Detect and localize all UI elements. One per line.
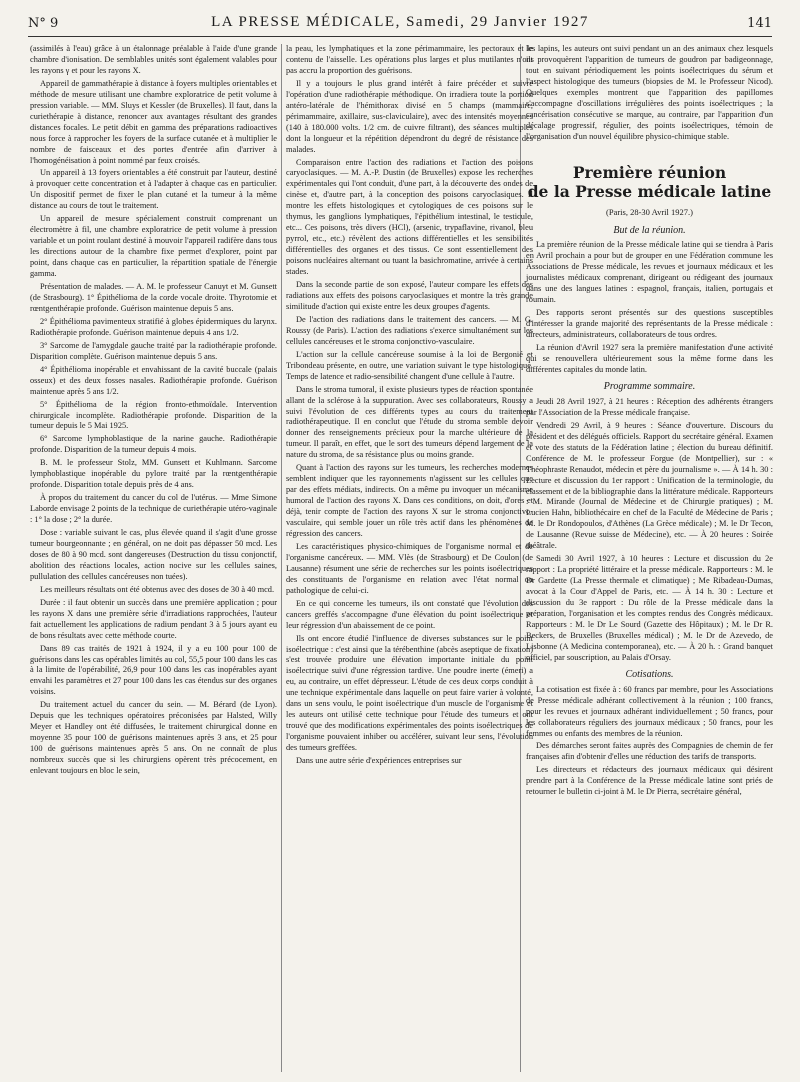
paragraph: 6° Sarcome lymphoblastique de la narine gauche. Radiothérapie profonde. Disparition de la tumeur depuis 4 mois. [30, 434, 277, 455]
paragraph: 4° Épithélioma inopérable et envahissant de la cavité buccale (palais osseux) et des deux fosses nasales. Radiothérapie profonde. Guérison maintenue après 5 ans 1/2. [30, 364, 277, 396]
paragraph: 5° Épithélioma de la région fronto-ethmoïdale. Intervention chirurgicale incomplète. Radiothérapie profonde. Disparition de la tumeur depuis le 5 Mai 1925. [30, 399, 277, 431]
paragraph: Jeudi 28 Avril 1927, à 21 heures : Réception des adhérents étrangers par l'Association de la Presse médicale française. [526, 396, 773, 417]
paragraph: Des rapports seront présentés sur des questions susceptibles d'intéresser la grande majorité des représentants de la Presse médicale : directeurs, administrateurs, collaborateurs de tous ordres. [526, 308, 773, 340]
page-header [28, 14, 772, 36]
paragraph: Quant à l'action des rayons sur les tumeurs, les recherches modernes semblent indiquer que les rayonnements n'agissent sur les cellules que par des effets médiats, indirects. On a même pu invoquer un mécanisme humoral de l'action des rayons X. Dans ces conditions, on doit, d'ores et déjà, tenir compte de l'action des rayons X sur le stroma conjonctivo-vasculaire, qui semble jouer un rôle très actif dans les phénomènes de régression des cancers. [286, 463, 533, 538]
paragraph: L'action sur la cellule cancéreuse soumise à la loi de Bergonié et Tribondeau présente, en outre, une variation suivant le type histologique. Temps de latence et radio-sensibilité changent d'une cellule à l'autre. [286, 349, 533, 381]
section-heading: Cotisations. [625, 668, 674, 680]
paragraph: 2° Épithélioma pavimenteux stratifié à globes épidermiques du larynx. Radiothérapie profonde. Guérison maintenue depuis 4 ans 1/2. [30, 316, 277, 337]
paragraph: Dans une autre série d'expériences entreprises sur [296, 756, 462, 766]
section-heading: Programme sommaire. [603, 380, 696, 392]
column-1 [30, 44, 277, 779]
announcement-title: Première réunion [572, 162, 727, 182]
column-3 [526, 44, 773, 800]
section-heading: But de la réunion. [613, 224, 686, 236]
issue-number: N° 9 [28, 16, 59, 31]
paragraph: (assimilés à l'eau) grâce à un étalonnage préalable à l'aide d'une grande chambre d'ionisation. De semblables unités sont également valables pour les rayons γ et pour les rayons X. [30, 44, 277, 75]
column-separator [281, 44, 282, 1072]
paragraph: En ce qui concerne les tumeurs, ils ont constaté que l'évolution des cancers greffés s'accompagne d'une élévation du point isoélectrique et leur régression d'un abaissement de ce point. [286, 598, 533, 630]
paragraph: Un appareil de mesure spécialement construit comprenant un électromètre à fil, une chambre exploratrice de petit volume à pression variable et un point roulant destiné à mouvoir l'appareil radifère dans tous les directions autour de la chambre fixe permet d'explorer, point par point, dans chaque cas en particulier, la répartition spatiale de l'énergie gamma. [30, 214, 277, 279]
journal-title: LA PRESSE MÉDICALE, Samedi, 29 Janvier 1927 [211, 14, 589, 30]
paragraph: Dose : variable suivant le cas, plus élevée quand il s'agit d'une grosse tumeur bourgeonnante ; en général, on ne doit pas dépasser 50 mcd. Les doses de 80 à 90 mcd. sont dangereuses (Destruction du tissu conjonctif, abolition des réactions locales, action nocive sur les cellules saines, pullulation des cellules cancéreuses non tuées). [30, 528, 277, 581]
paragraph: Samedi 30 Avril 1927, à 10 heures : Lecture et discussion du 2e rapport : La propriété littéraire et la presse médicale. Rapporteurs : M. le Dr Gardette (La Presse thermale et climatique) ; Me Ribadeau-Dumas, avocat à la Cour d'Appel de Paris, etc. — À 14 h. 30 : Lecture et discussion du 3e rapport : Du rôle de la Presse médicale dans la préparation, l'organisation et les comptes rendus des Congrès médicaux. Rapporteurs : M. le Dr Le Sourd (Gazette des Hôpitaux) ; M. le Dr R. Beckers, de Bruxelles (Bruxelles médical) ; M. le Dr de Azevedo, de Lisbonne (A Medicina contemporanea), etc. — À 20 h. : Grand banquet officiel, par souscription, au Palais d'Orsay. [526, 554, 773, 662]
paragraph: Dans la seconde partie de son exposé, l'auteur compare les effets des radiations aux effets des poisons caryoclasiques et montre la très grande similitude d'action qui existe entre les deux groupes d'agents. [286, 280, 533, 311]
paragraph: Les directeurs et rédacteurs des journaux médicaux qui désirent prendre part à la Conférence de la Presse médicale latine sont priés de retourner le bulletin ci-joint à M. le Dr Pierra, secrétaire général, [526, 765, 773, 797]
paragraph: À propos du traitement du cancer du col de l'utérus. — Mme Simone Laborde envisage 2 points de la technique de curiethérapie utéro-vaginale : 1° la dose ; 2° la durée. [30, 493, 277, 525]
paragraph: La cotisation est fixée à : 60 francs par membre, pour les Associations de Presse médicale adhérant collectivement à la réunion ; 100 francs, pour les revues et journaux adhérant individuellement ; 50 francs, pour les collaborateurs réguliers des journaux médicaux ; 50 francs, pour les femmes ou enfants des membres de la réunion. [526, 684, 773, 738]
paragraph: Ils ont encore étudié l'influence de diverses substances sur le point isoélectrique : c'est ainsi que la térébenthine (abcès aseptique de fixation) s'est trouvée produire une élévation importante initiale du point isoélectrique suivi d'une régression tardive. Une poudre inerte (émeri) a eu, au contraire, un effet dépresseur. L'étude de ces deux corps conduit à une technique expérimentale dans laquelle on peut faire varier à volonté, dans un sens voulu, le point isoélectrique d'un muscle de l'organisme et les auteurs ont utilisé cette technique pour l'étude des tumeurs et ont trouvé que des modifications expérimentales des points isoélectriques de l'organisme pouvaient inhiber ou accélérer, suivant leur sens, l'évolution des tumeurs greffées. [286, 633, 533, 753]
paragraph: 3° Sarcome de l'amygdale gauche traité par la radiothérapie profonde. Disparition complète. Guérison maintenue depuis 5 ans. [30, 340, 277, 361]
paragraph: Appareil de gammathérapie à distance à foyers multiples orientables et méthode de mesure utilisant une chambre exploratrice de petit volume à pression variable. — MM. Sluys et Kessler (de Bruxelles). Il faut, dans la curiethérapie à distance, renoncer aux avantages résultant des grandes distances focales. Le petit débit en gamma des préparations radioactives nous force à rapprocher les foyers de la surface cutanée et à multiplier le nombre de faisceaux et des portes d'entrée afin d'arriver à l'homogénéisation à point nommé par feux croisés. [30, 78, 277, 165]
announcement-dates: (Paris, 28-30 Avril 1927.) [606, 206, 693, 217]
paragraph: Les caractéristiques physico-chimiques de l'organisme normal et de l'organisme cancéreux. — MM. Vlès (de Strasbourg) et De Coulon (de Lausanne) résument une série de recherches sur les points isoélectriques des constituants de l'organisme en relation avec l'état normal ou pathologique de celui-ci. [286, 541, 533, 595]
paragraph: Des démarches seront faites auprès des Compagnies de chemin de fer françaises afin d'obtenir d'elles une réduction des tarifs de transports. [526, 741, 773, 762]
paragraph: Durée : il faut obtenir un succès dans une première application ; pour les rayons X dans une première série d'irradiations rapprochées, l'auteur fait actuellement les applications de radium pendant 3 à 5 jours ayant eu de bons résultats avec cette méthode courte. [30, 597, 277, 640]
announcement-title-2: de la Presse médicale latine [527, 181, 772, 201]
paragraph: Il y a toujours le plus grand intérêt à faire précéder et suivre l'opération d'une radiothérapie méthodique. On irradiera toute la portion antéro-latérale de l'hémithorax divisé en 5 champs (mammaire, périmammaire, axillaire, sus-claviculaire), avec des intensités moyennes (140 à 180.000 volts. 1/2 cm. de cuivre filtrant), des séances multiples dont la longueur et la répétition dépendront du degré de résistance des malades. [286, 78, 533, 154]
paragraph: Les meilleurs résultats ont été obtenus avec des doses de 30 à 40 mcd. [40, 584, 275, 594]
column-2 [286, 44, 533, 769]
paragraph: Vendredi 29 Avril, à 9 heures : Séance d'ouverture. Discours du président et des délégués officiels. Rapport du secrétaire général. Examen et vote des statuts de la Fédération latine ; élection du bureau définitif. Conférence de M. le professeur Forgue (de Montpellier), sur : « Théophraste Renaudot, médecin et père du journalisme ». — À 14 h. 30 : Lecture et discussion du 1er rapport : Unification de la terminologie, du classement et de la bibliographie dans la littérature médicale. Rapporteurs : M. Mirande (Journal de Médecine et de Chirurgie pratiques) ; M. Lucien Hahn, bibliothécaire en chef de la Faculté de Médecine de Paris ; M. le Dr Rondopoulos, d'Athènes (La Grèce médicale) ; M. le Dr Tecon, de Lausanne (Revue suisse de Médecine), etc. — À 20 heures : Soirée théâtrale. [526, 420, 773, 551]
paragraph: Un appareil à 13 foyers orientables a été construit par l'auteur, destiné à provoquer cette concentration et à l'adapter à chaque cas en particulier. Un dispositif permet de fixer le plan cutané et la tumeur à la même distance au cours de tout le traitement. [30, 168, 277, 211]
header-rule [28, 36, 772, 37]
page-number: 141 [747, 16, 772, 31]
paragraph: De l'action des radiations dans le traitement des cancers. — M. G. Roussy (de Paris). L'action des radiations s'exerce simultanément sur les cellules cancéreuses et le stroma conjonctivo-vasculaire. [286, 314, 533, 346]
paragraph: Présentation de malades. — A. M. le professeur Canuyt et M. Gunsett (de Strasbourg). 1° Épithélioma de la corde vocale droite. Thyrotomie et rœntgenthérapie profonde. Guérison maintenue depuis 5 ans. [30, 282, 277, 313]
paragraph: Dans le stroma tumoral, il existe plusieurs types de réaction spontanée allant de la sclérose à la suppuration. Avec ses collaborateurs, Roussy a suivi l'évolution de ces différents types au cours du traitement radiothérapeutique. Il en conclut que l'étude du stroma semble devoir donner des renseignements précieux pour la marche ultérieure de la tumeur. Il paraît, en effet, que le sort des tumeurs dépend largement de la nature du stroma, de sa résistance plus ou moins grande. [286, 384, 533, 460]
paragraph: La réunion d'Avril 1927 sera la première manifestation d'une activité qui se renouvellera ultérieurement sous la même forme dans les différentes capitales du monde latin. [526, 343, 773, 374]
paragraph: les lapins, les auteurs ont suivi pendant un an des animaux chez lesquels ils provoquèrent l'apparition de tumeurs de goudron par badigeonnage, tout en suivant périodiquement les points isoélectriques du sérum et l'aspect histologique des tumeurs (biopsies de M. le Professeur Nicod). Quelques exemples montrent que l'apparition des papillomes s'accompagne d'oscillations irrégulières des points isoélectriques ; la cancérisation consécutive se marque, au contraire, par l'apparition d'un décalage progressif, régulier, des points isoélectriques, témoin de l'organisation d'un nouvel équilibre physico-chimique stable. [526, 44, 773, 141]
paragraph: Dans 89 cas traités de 1921 à 1924, il y a eu 100 pour 100 de guérisons dans les cas opérables limités au col, 55,5 pour 100 dans les cas à la limite de l'opérabilité, 26,9 pour 100 dans les cas inopérables ayant envahi les paramètres et 27 pour 100 dans les cas étendus sur des organes voisins. [30, 643, 277, 697]
paragraph: La première réunion de la Presse médicale latine qui se tiendra à Paris en Avril prochain a pour but de grouper en une Fédération commune les Associations de Presse médicale, les revues et journaux médicaux et les journalistes médicaux comprenant, dirigeant ou rédigeant des journaux dans une des langues latines : espagnol, français, italien, portugais et roumain. [526, 240, 773, 305]
paragraph: Du traitement actuel du cancer du sein. — M. Bérard (de Lyon). Depuis que les techniques opératoires préconisées par Halsted, Willy Meyer et Handley ont été diffusées, le traitement chirurgical donne en moyenne 35 pour 100 de guérisons maintenues après 3 ans, et 25 pour 100 de guérisons maintenues après 5 ans. On ne connaît de plus nombreux succès que si les chirurgiens opèrent très précocement, en enlevant toujours en bloc le sein, [30, 700, 277, 776]
paragraph: B. M. le professeur Stolz, MM. Gunsett et Kuhlmann. Sarcome lymphoblastique inopérable du pylore traité par la rœntgenthérapie profonde. Disparition totale depuis près de 4 ans. [30, 458, 277, 490]
paragraph: la peau, les lymphatiques et la zone périmammaire, les pectoraux et le contenu de l'aisselle. Les opérations plus larges et plus mutilantes n'ont pas accru la proportion des guérisons. [286, 44, 533, 75]
paragraph: Comparaison entre l'action des radiations et l'action des poisons caryoclasiques. — M. A.-P. Dustin (de Bruxelles) expose les recherches expérimentales qui l'ont conduit, d'une part, à la découverte des ondes de cinèse et, d'autre part, à la conception des poisons caryoclasiques. Il montre les effets histologiques et cytologiques de ces poisons sur le thymus, les ganglions lymphatiques, l'épithélium intestinal, le testicule, etc... Ces poisons, très divers (HCl), (arsenic, trypaflavine, rivanol, bleu pyrrol, etc., etc.) révèlent des actions différentielles et les sensibilités différentielles des organes et des tissus. Ce sont essentiellement des poisons nucléaires alternant ou tuant la basichromatine, arrivée à certains stades. [286, 157, 533, 277]
